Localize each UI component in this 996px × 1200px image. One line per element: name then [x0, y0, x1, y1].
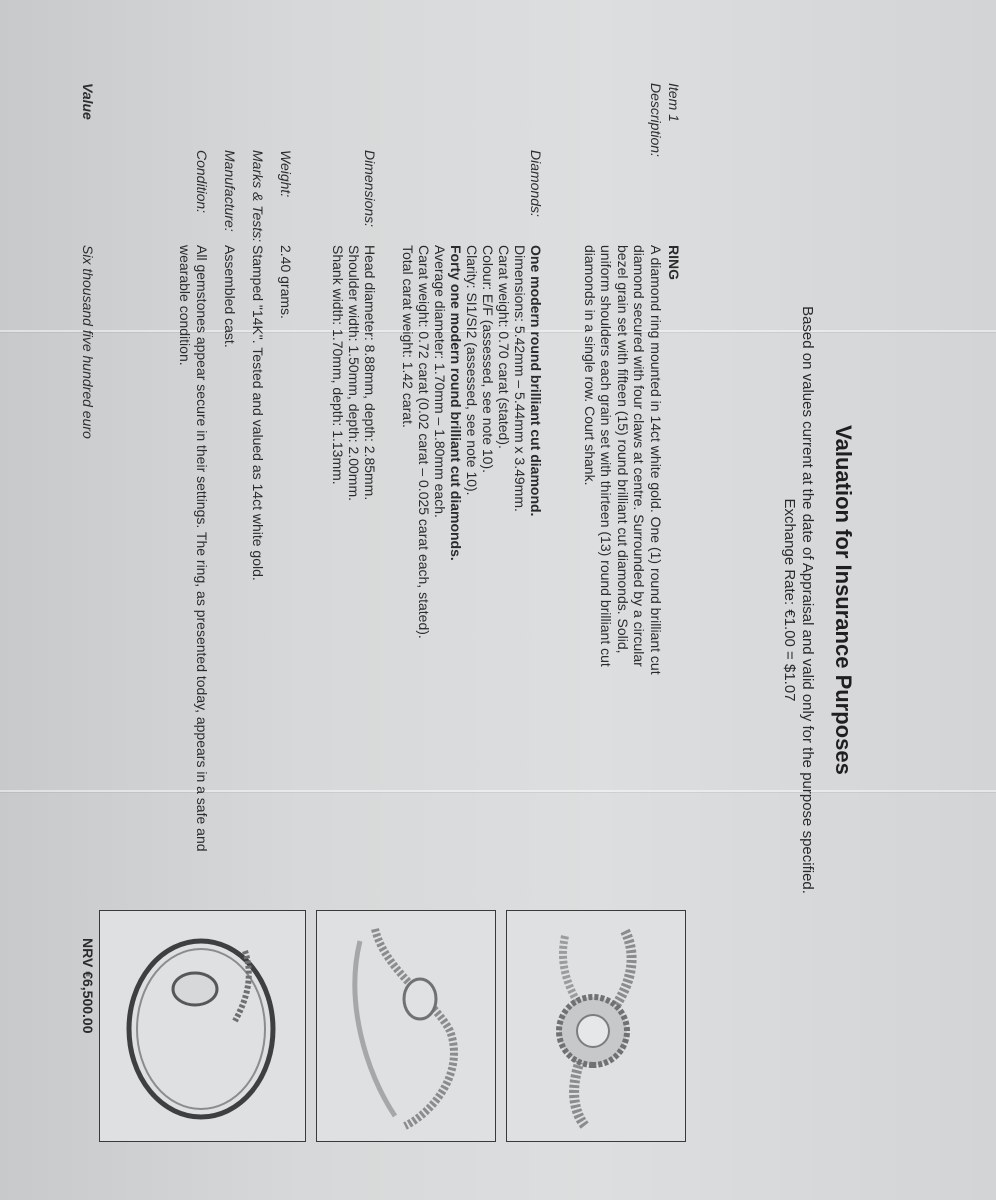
- dimensions-label: Dimensions:: [362, 150, 378, 228]
- weight-label: Weight:: [278, 150, 294, 198]
- item-description: A diamond ring mounted in 14ct white gold. One (1) round brilliant cut diamond secured with four claws at centre. Surrounded by a circular bezel grain set with fifteen (15) round brilliant cut diamonds. Solid, uniform shoulders each grain set with thirteen (13) round brilliant cut diamonds in a single row. Court shank.: [582, 245, 664, 675]
- description-label: Description:: [648, 83, 664, 157]
- condition-value: All gemstones appear secure in their settings. The ring, as presented today, appears in a safe and wearable condition.: [177, 245, 210, 852]
- ring-profile-view-icon: [100, 911, 305, 1141]
- marks-tests-label: Marks & Tests:: [250, 150, 266, 243]
- total-carat-weight: Total carat weight: 1.42 carat.: [400, 245, 416, 428]
- ring-profile-view-photo: [99, 910, 306, 1142]
- item-number-label: Item 1: [666, 83, 682, 122]
- centre-diamond-carat: Carat weight: 0.70 carat (stated).: [496, 245, 512, 449]
- head-dimension: Head diameter: 8.88mm, depth: 2.85mm.: [362, 245, 378, 501]
- shoulder-dimension: Shoulder width: 1.50mm, depth: 2.00mm.: [346, 245, 362, 502]
- manufacture-value: Assembled cast.: [222, 245, 238, 348]
- centre-diamond-clarity: Clarity: SI1/SI2 (assessed, see note 10).: [464, 245, 480, 496]
- weight-value: 2.40 grams.: [278, 245, 294, 319]
- ring-side-view-photo: [316, 910, 496, 1142]
- small-diamonds-diameter: Average diameter: 1.70mm – 1.80mm each.: [432, 245, 448, 518]
- small-diamonds-heading: Forty one modern round brilliant cut diamonds.: [448, 245, 464, 561]
- nrv-amount: NRV €6,500.00: [80, 938, 96, 1034]
- ring-top-view-photo: [506, 910, 686, 1142]
- value-label: Value: [80, 83, 96, 120]
- small-diamonds-carat: Carat weight: 0.72 carat (0.02 carat – 0.025 carat each, stated).: [416, 245, 432, 639]
- condition-label: Condition:: [194, 150, 210, 214]
- centre-diamond-heading: One modern round brilliant cut diamond.: [528, 245, 544, 517]
- document-title: Valuation for Insurance Purposes: [831, 425, 856, 775]
- shank-dimension: Shank width: 1.70mm, depth: 1.13mm.: [330, 245, 346, 485]
- marks-tests-value: Stamped "14K". Tested and valued as 14ct white gold.: [250, 245, 266, 581]
- value-in-words: Six thousand five hundred euro: [80, 245, 96, 439]
- manufacture-label: Manufacture:: [222, 150, 238, 232]
- ring-top-view-icon: [507, 911, 685, 1141]
- ring-side-view-icon: [317, 911, 495, 1141]
- centre-diamond-dimensions: Dimensions: 5.42mm – 5.44mm x 3.49mm.: [512, 245, 528, 512]
- diamonds-label: Diamonds:: [528, 150, 544, 217]
- item-type: RING: [666, 245, 682, 280]
- centre-diamond-colour: Colour: E/F (assessed, see note 10).: [480, 245, 496, 473]
- document-subtitle: Based on values current at the date of Appraisal and valid only for the purpose specified.: [799, 306, 816, 894]
- exchange-rate: Exchange Rate: €1.00 = $1.07: [781, 498, 798, 702]
